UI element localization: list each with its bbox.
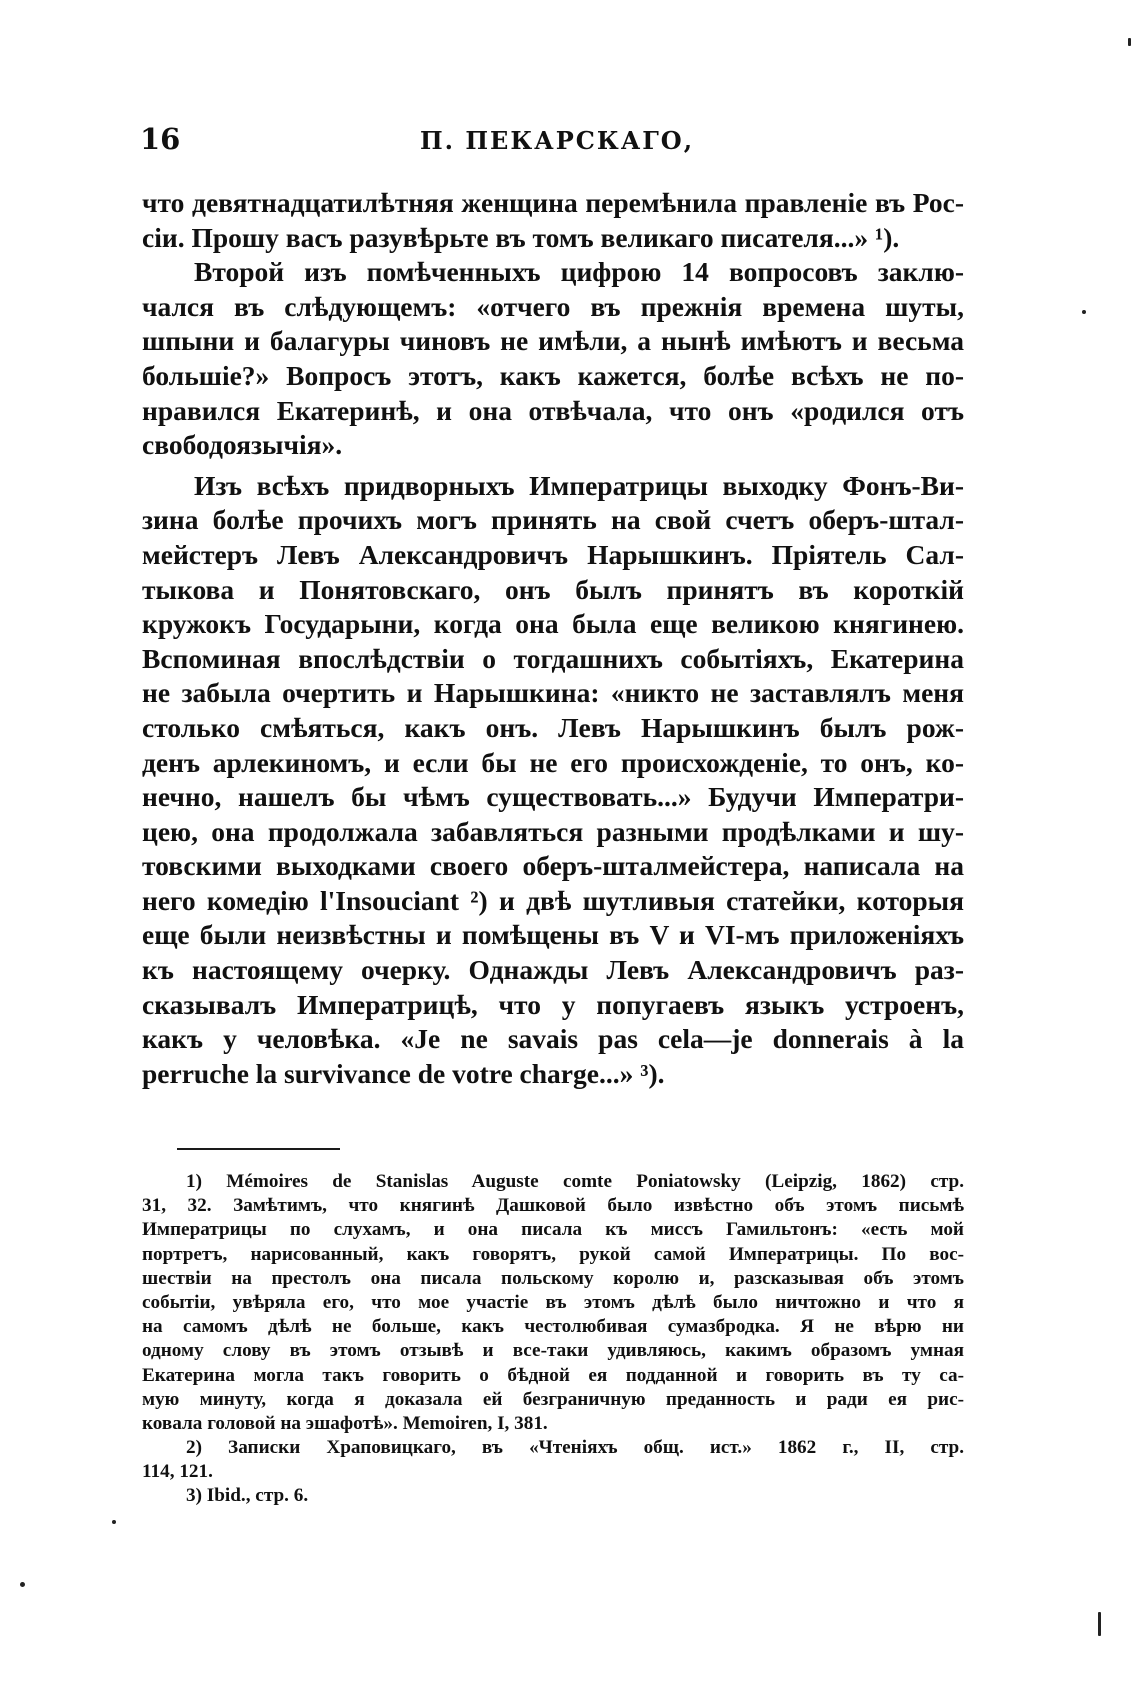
footnote-line: шествіи на престолъ она писала польскому королю и, разсказывая объ этомъ <box>142 1267 964 1289</box>
footnotes <box>142 1170 964 1509</box>
footnote-line: Императрицы по слухамъ, и она писала къ миссъ Гамильтонъ: «есть мой <box>142 1219 964 1241</box>
footnote-line: на самомъ дѣлѣ не больше, какъ честолюбивая сумазбродка. Я не вѣрю ни <box>142 1316 964 1338</box>
page-number: 16 <box>140 122 181 156</box>
footnote-line: одному слову въ этомъ отзывѣ и все-таки удивляюсь, какимъ образомъ умная <box>142 1340 964 1362</box>
body-line: свободоязычія». <box>142 429 343 461</box>
footnote-line: 2) Записки Храповицкаго, въ «Чтеніяхъ общ. ист.» 1862 г., II, стр. <box>186 1437 964 1459</box>
body-line: Второй изъ помѣченныхъ цифрою 14 вопросовъ заклю- <box>194 256 964 288</box>
body-line: какъ у человѣка. «Je ne savais pas cela—je donnerais à la <box>142 1023 964 1055</box>
footnote-line: Екатерина могла такъ говорить о бѣдной ея подданной и говорить въ ту са- <box>142 1364 964 1386</box>
footnote-line: портретъ, нарисованный, какъ говорятъ, рукой самой Императрицы. По вос- <box>142 1243 964 1265</box>
footnote-line: событіи, увѣряла его, что мое участіе въ этомъ дѣлѣ было ничтожно и что я <box>142 1291 964 1313</box>
body-line: сіи. Прошу васъ разувѣрьте въ томъ великаго писателя...» ¹). <box>142 221 900 253</box>
footnote-line: ковала головой на эшафотѣ». Memoiren, I, 381. <box>142 1412 548 1434</box>
scan-speck <box>1098 1612 1101 1636</box>
body-line: кружокъ Государыни, когда она была еще великою княгинею. <box>142 608 964 640</box>
scan-speck <box>112 1520 116 1524</box>
body-line: мейстеръ Левъ Александровичъ Нарышкинъ. Пріятель Сал- <box>142 538 964 570</box>
body-line: еще были неизвѣстны и помѣщены въ V и VI-мъ приложеніяхъ <box>142 919 964 951</box>
body-line: не забыла очертить и Нарышкина: «никто не заставлялъ меня <box>142 677 964 709</box>
body-line: денъ арлекиномъ, и если бы не его происхожденіе, то онъ, ко- <box>142 746 964 778</box>
body-line: нравился Екатеринѣ, и она отвѣчала, что онъ «родился отъ <box>142 394 964 426</box>
body-line: что девятнадцатилѣтняя женщина перемѣнила правленіе въ Рос- <box>142 187 964 218</box>
body-line: него комедію l'Insouciant ²) и двѣ шутливыя статейки, которыя <box>142 884 964 916</box>
scan-speck <box>20 1582 25 1587</box>
body-line: тыкова и Понятовскаго, онъ былъ принятъ въ короткій <box>142 573 964 605</box>
body-line: большіе?» Вопросъ этотъ, какъ кажется, болѣе всѣхъ не по- <box>142 359 964 391</box>
footnote-line: 114, 121. <box>142 1461 213 1483</box>
body-line: нечно, нашелъ бы чѣмъ существовать...» Будучи Императри- <box>142 781 964 813</box>
body-line: шпыни и балагуры чиновъ не имѣли, а нынѣ имѣютъ и весьма <box>142 325 964 357</box>
body-line: perruche la survivance de votre charge...» ³). <box>142 1057 665 1089</box>
footnote-line: 31, 32. Замѣтимъ, что княгинѣ Дашковой было извѣстно объ этомъ письмѣ <box>142 1195 964 1217</box>
footnote-line: 1) Mémoires de Stanislas Auguste comte Poniatowsky (Leipzig, 1862) стр. <box>186 1171 964 1192</box>
scan-speck <box>1082 310 1086 314</box>
footnote-line: мую минуту, когда я доказала ей безграничную преданность и ради ея рис- <box>142 1388 964 1410</box>
body-line: Изъ всѣхъ придворныхъ Императрицы выходку Фонъ-Ви- <box>194 469 964 501</box>
scan-speck <box>1128 38 1131 46</box>
body-line: столько смѣяться, какъ онъ. Левъ Нарышкинъ былъ рож- <box>142 711 964 743</box>
running-head <box>140 122 962 166</box>
body-line: Вспоминая впослѣдствіи о тогдашнихъ событіяхъ, Екатерина <box>142 642 964 674</box>
body-line: товскими выходками своего оберъ-шталмейстера, написала на <box>142 850 964 882</box>
body-line: къ настоящему очерку. Однажды Левъ Александровичъ раз- <box>142 954 964 986</box>
body-line: зина болѣе прочихъ могъ принять на свой счетъ оберъ-штал- <box>142 504 964 536</box>
body-line: сказывалъ Императрицѣ, что у попугаевъ языкъ устроенъ, <box>142 988 964 1020</box>
body-line: чался въ слѣдующемъ: «отчего въ прежнія времена шуты, <box>142 290 964 322</box>
main-text <box>142 186 964 1091</box>
footnote-divider <box>177 1148 340 1150</box>
footnote-line: 3) Ibid., стр. 6. <box>186 1485 309 1507</box>
body-line: цею, она продолжала забавляться разными продѣлками и шу- <box>142 815 964 847</box>
running-title: П. ПЕКАРСКАГО, <box>420 126 695 155</box>
